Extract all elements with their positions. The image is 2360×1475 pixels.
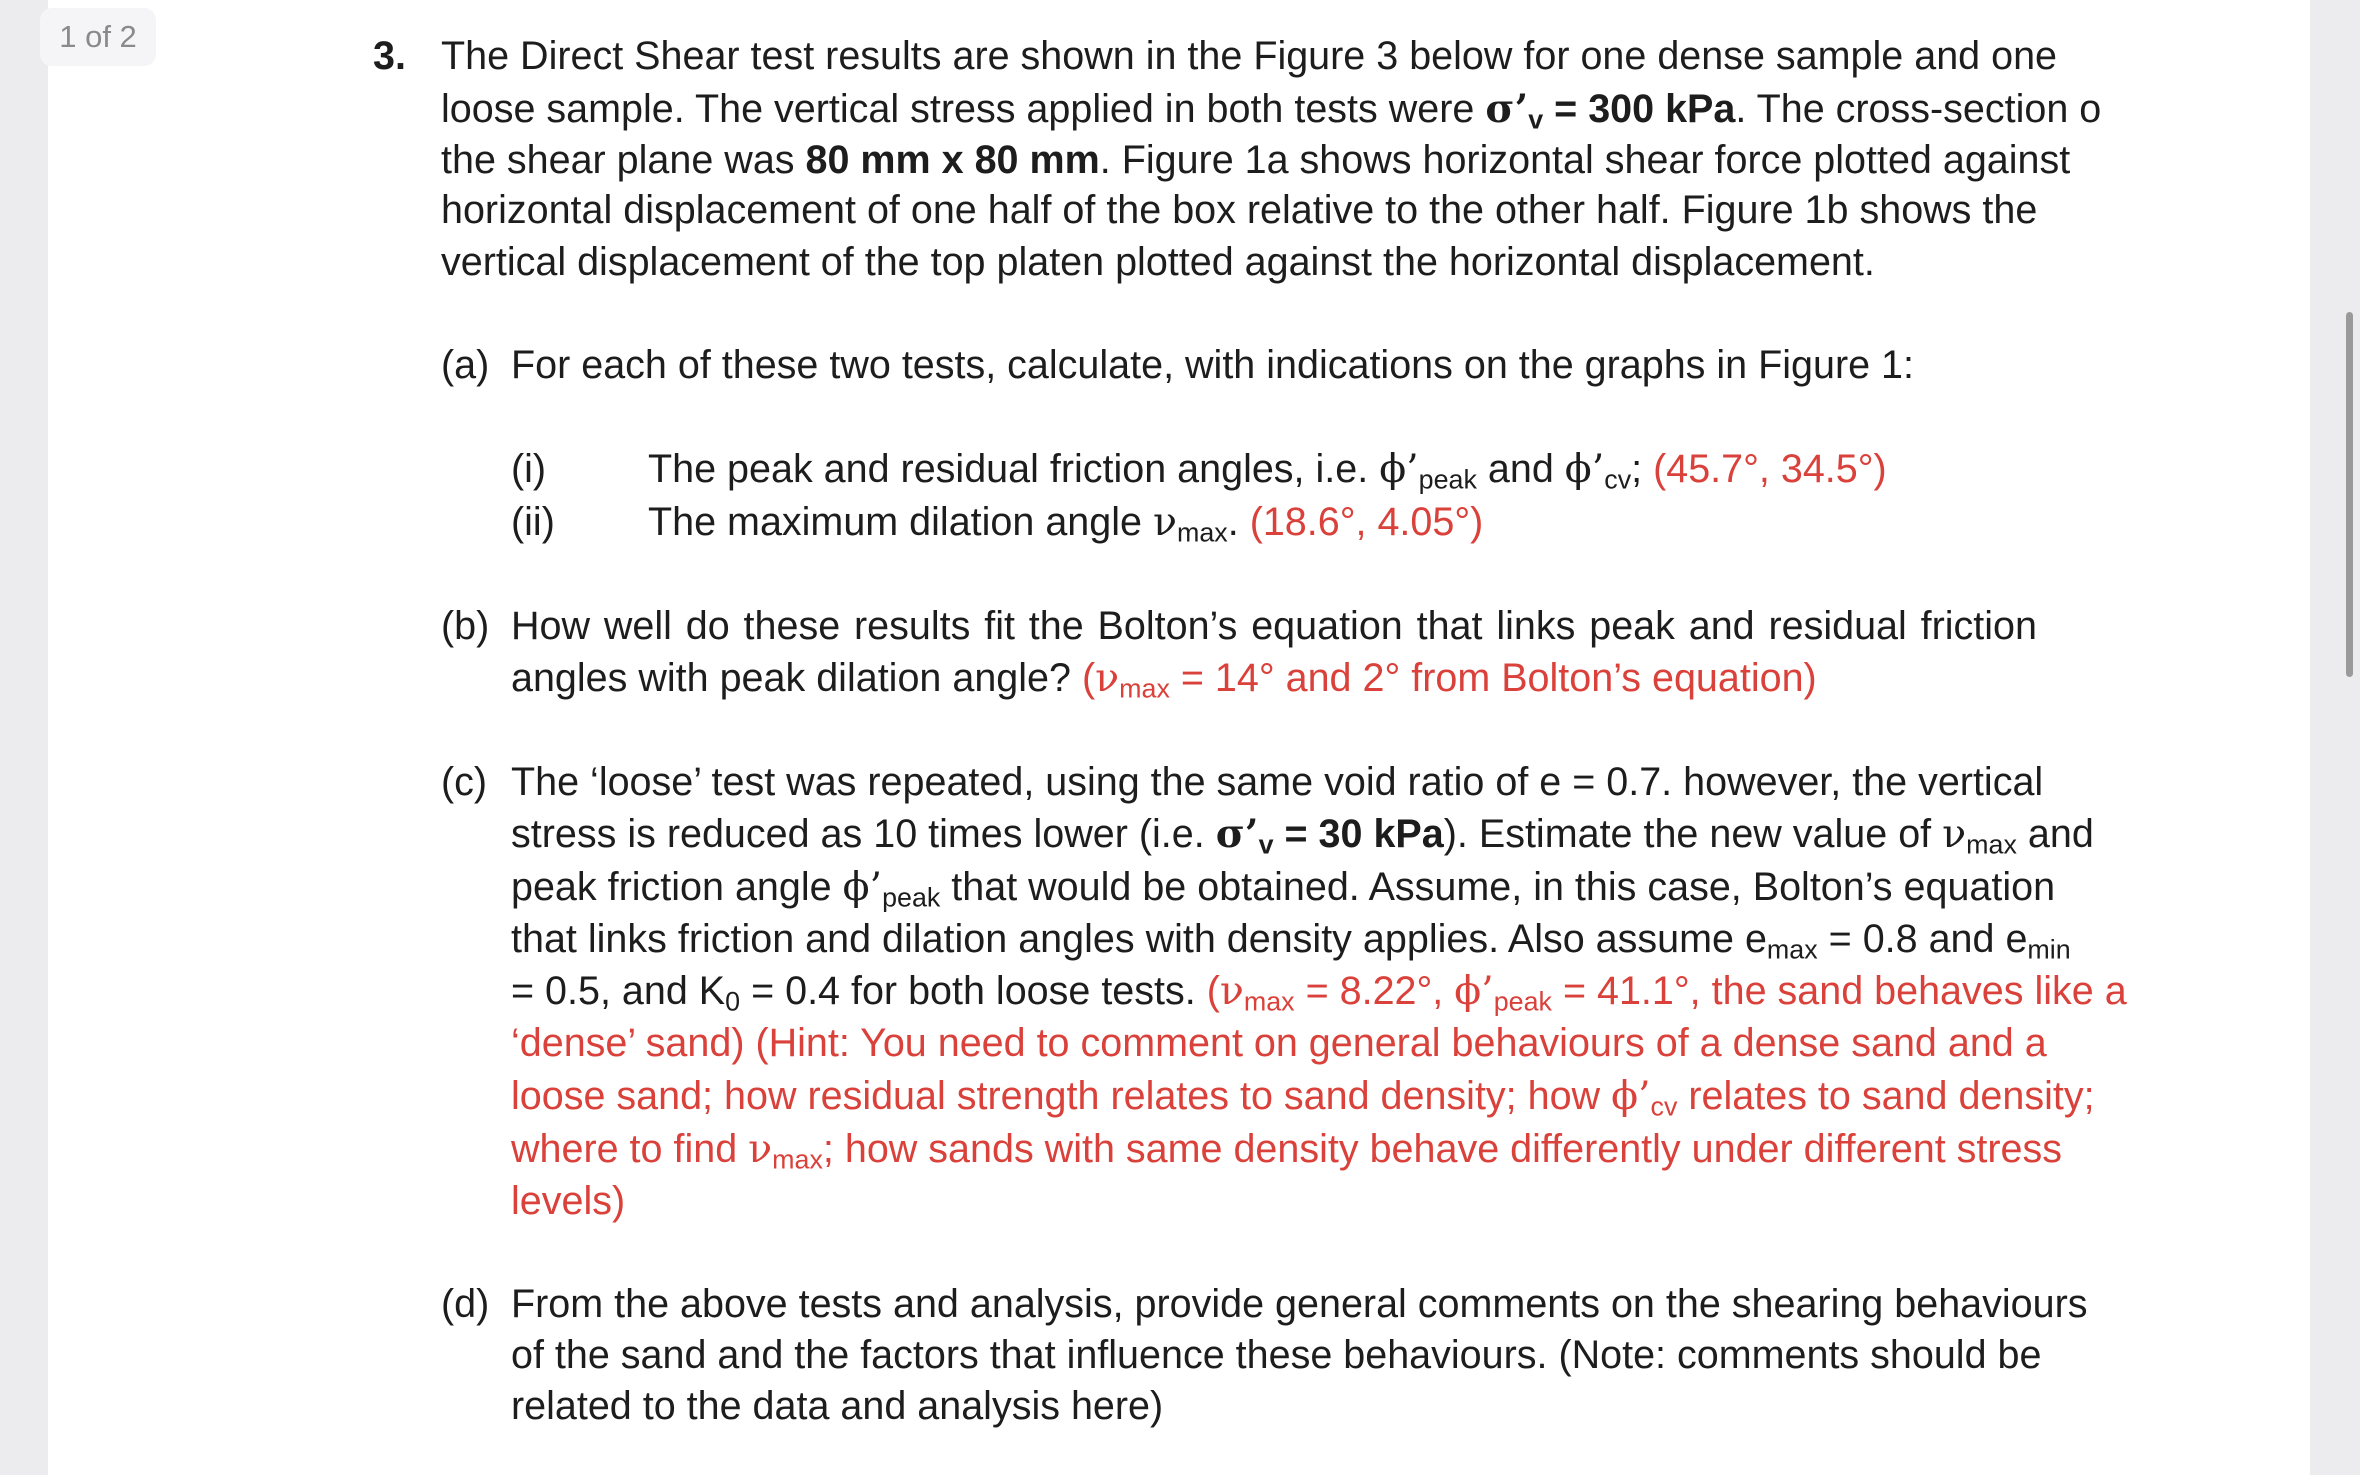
scrollbar[interactable] bbox=[2346, 312, 2353, 677]
part-c-line-6: ‘dense’ sand) (Hint: You need to comment on general behaviours of a dense sand and a bbox=[511, 1021, 2047, 1065]
intro-line-3: the shear plane was 80 mm x 80 mm. Figure 1a shows horizontal shear force plotted against bbox=[441, 138, 2071, 182]
part-a-ii-answer: (18.6°, 4.05°) bbox=[1249, 500, 1484, 544]
part-a-i-label: (i) bbox=[511, 447, 547, 491]
intro-line-1: The Direct Shear test results are shown in the Figure 3 below for one dense sample and one bbox=[441, 34, 2058, 78]
part-c-line-4: that links friction and dilation angles with density applies. Also assume $e_{max} = 0.8$ and $e_{min}$ bbox=[511, 917, 2071, 965]
part-a-label: (a) bbox=[441, 343, 490, 387]
intro-line-2: loose sample. The vertical stress applied in both tests were $\sigma’_v = 300$ kPa. The cross-section o bbox=[441, 86, 2102, 135]
part-c-answer: ($\nu_{max} = 8.22^\circ$, $\phi’_{peak} = 41.1^\circ$, the sand behaves like a bbox=[1206, 968, 2127, 1017]
part-d-line-1: From the above tests and analysis, provide general comments on the shearing behaviours bbox=[511, 1282, 2088, 1326]
question-number: 3. bbox=[373, 34, 406, 78]
part-d-label: (d) bbox=[441, 1282, 490, 1326]
part-c-line-2: stress is reduced as 10 times lower (i.e. $\sigma’_v = 30$ kPa). Estimate the new value of $\nu_{max}$ and bbox=[511, 811, 2094, 860]
part-a-ii-text: The maximum dilation angle $\nu_{max}$. (18.6°, 4.05°) bbox=[648, 499, 1484, 548]
part-c-line-9: levels) bbox=[511, 1179, 626, 1223]
part-c-line-7: loose sand; how residual strength relates to sand density; how $\phi’_{cv}$ relates to sand density; bbox=[511, 1073, 2095, 1122]
intro-line-4: horizontal displacement of one half of the box relative to the other half. Figure 1b shows the bbox=[441, 188, 2038, 232]
part-b-answer: ($\nu_{max} = 14^\circ$ and 2° from Bolton’s equation) bbox=[1081, 655, 1817, 704]
part-c-line-1: The ‘loose’ test was repeated, using the same void ratio of e = 0.7. however, the vertical bbox=[511, 760, 2044, 804]
part-c-line-5: = 0.5, and $K_0 = 0.4$ for both loose tests. ($\nu_{max} = 8.22^\circ$, $\phi’_{peak} = 41.1^\circ$, the sand behaves like a bbox=[511, 968, 2127, 1017]
part-b-label: (b) bbox=[441, 604, 490, 648]
part-a-i-answer: (45.7°, 34.5°) bbox=[1653, 447, 1887, 491]
intro-line-5: vertical displacement of the top platen plotted against the horizontal displacement. bbox=[441, 240, 1875, 284]
part-b-line-1: How well do these results fit the Bolton’s equation that links peak and residual friction bbox=[511, 604, 2037, 648]
part-a-ii-label: (ii) bbox=[511, 500, 555, 544]
part-a-i-text: The peak and residual friction angles, i.e. $\phi’_{peak}$ and $\phi’_{cv}$; (45.7°, 34.5°) bbox=[648, 446, 1887, 495]
part-a-text: For each of these two tests, calculate, with indications on the graphs in Figure 1: bbox=[511, 343, 1915, 387]
page-indicator: 1 of 2 bbox=[40, 8, 156, 66]
part-d-line-3: related to the data and analysis here) bbox=[511, 1384, 1164, 1428]
part-b-line-2: angles with peak dilation angle? ($\nu_{max} = 14^\circ$ and 2° from Bolton’s equation) bbox=[511, 655, 1817, 704]
part-c-line-3: peak friction angle $\phi’_{peak}$ that would be obtained. Assume, in this case, Bolton’s equation bbox=[511, 864, 2056, 913]
part-c-line-8: where to find $\nu_{max}$; how sands with same density behave differently under different stress bbox=[511, 1126, 2062, 1175]
part-d-line-2: of the sand and the factors that influence these behaviours. (Note: comments should be bbox=[511, 1333, 2042, 1377]
part-c-label: (c) bbox=[441, 760, 488, 804]
